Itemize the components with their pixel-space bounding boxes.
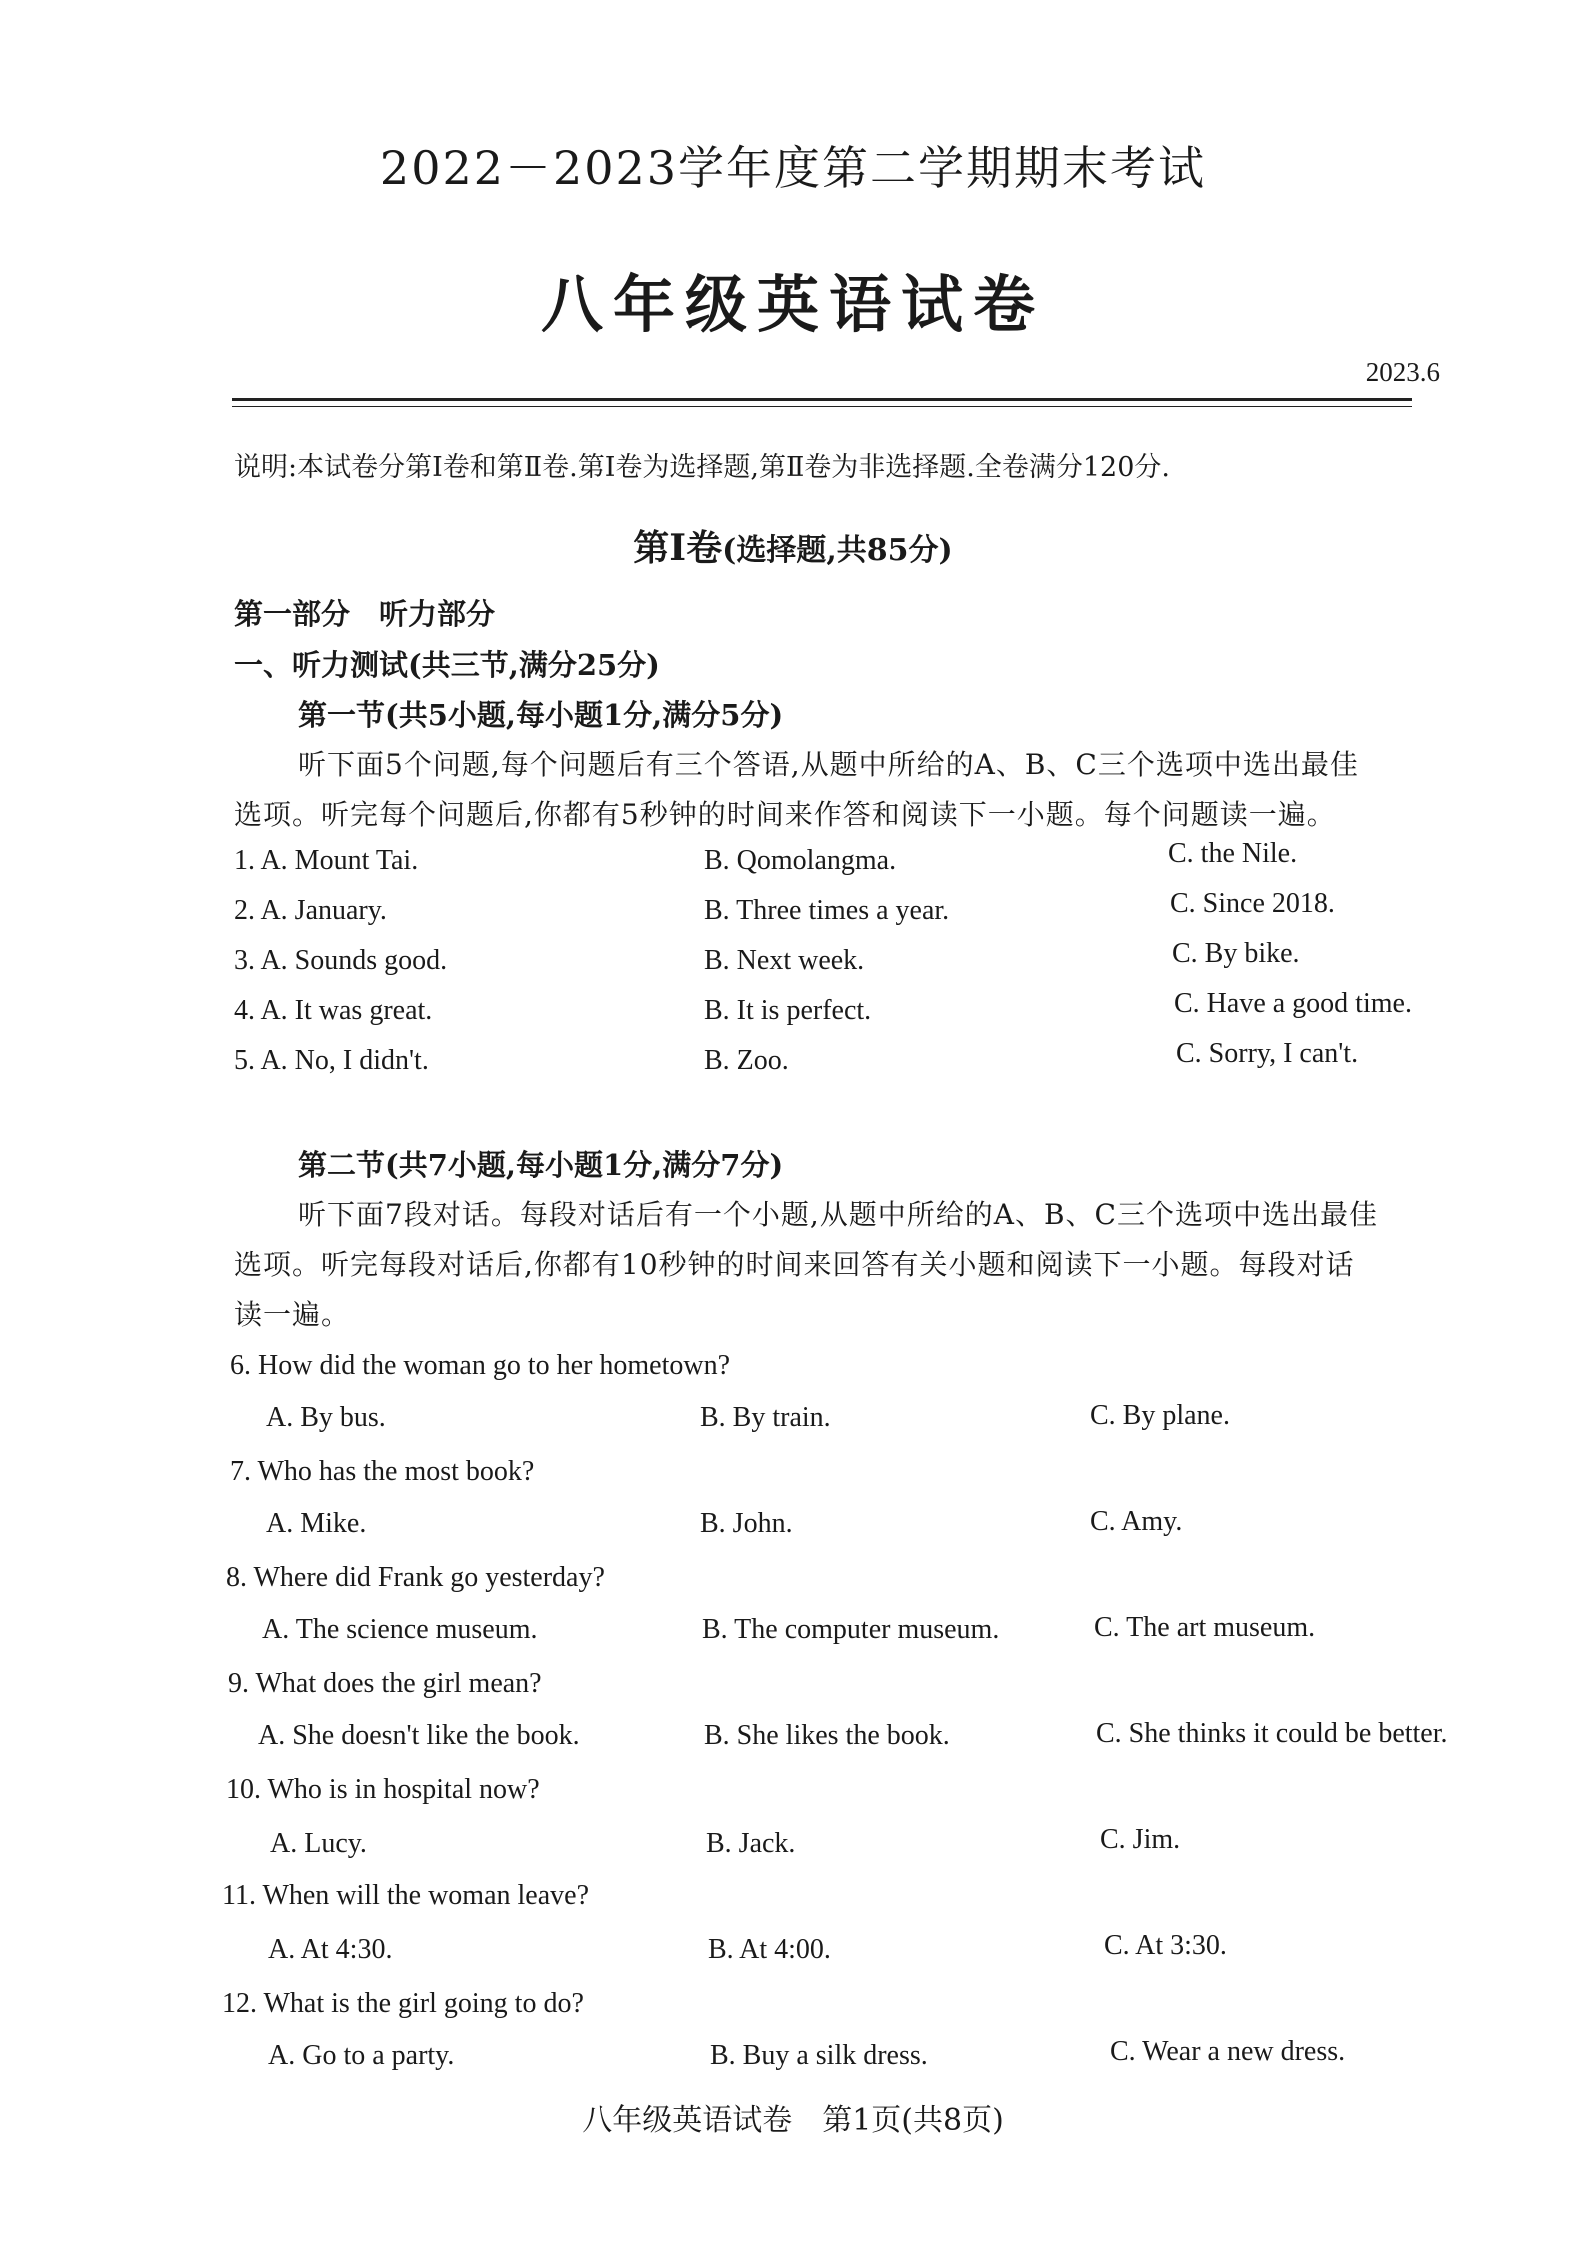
q12-stem: 12. What is the girl going to do?	[222, 1988, 584, 2019]
q7-option-a: A. Mike.	[266, 1508, 367, 1539]
q2-option-a: 2. A. January.	[234, 895, 387, 926]
q1-option-a: 1. A. Mount Tai.	[234, 845, 419, 876]
part-title: 第一部分 听力部分	[234, 597, 496, 631]
q11-option-b: B. At 4:00.	[708, 1934, 831, 1965]
q10-stem: 10. Who is in hospital now?	[226, 1774, 540, 1805]
q9-option-a: A. She doesn't like the book.	[258, 1720, 580, 1751]
q2-option-c: C. Since 2018.	[1170, 888, 1335, 919]
section1-instruction-line1: 听下面5个问题,每个问题后有三个答语,从题中所给的A、B、C三个选项中选出最佳	[298, 748, 1359, 781]
q1-option-b: B. Qomolangma.	[704, 845, 897, 876]
q7-option-c: C. Amy.	[1090, 1506, 1183, 1537]
q11-option-a: A. At 4:30.	[268, 1934, 393, 1965]
q8-option-b: B. The computer museum.	[702, 1614, 1000, 1645]
q8-stem: 8. Where did Frank go yesterday?	[226, 1562, 605, 1593]
paper-title: 八年级英语试卷	[540, 268, 1045, 341]
q6-stem: 6. How did the woman go to her hometown?	[230, 1350, 731, 1381]
q6-option-c: C. By plane.	[1090, 1400, 1230, 1431]
q12-option-b: B. Buy a silk dress.	[710, 2040, 928, 2071]
volume-title: 第Ⅰ卷	[633, 527, 723, 569]
exam-title: 2022－2023学年度第二学期期末考试	[379, 141, 1207, 195]
q3-option-a: 3. A. Sounds good.	[234, 945, 448, 976]
q4-option-c: C. Have a good time.	[1174, 988, 1412, 1019]
q10-option-a: A. Lucy.	[270, 1828, 367, 1859]
q11-stem: 11. When will the woman leave?	[222, 1880, 589, 1911]
section2-title: 第二节(共7小题,每小题1分,满分7分)	[298, 1148, 784, 1182]
header-rule-thick	[232, 398, 1412, 401]
q10-option-b: B. Jack.	[706, 1828, 796, 1859]
section1-instruction-line2: 选项。听完每个问题后,你都有5秒钟的时间来作答和阅读下一小题。每个问题读一遍。	[234, 798, 1336, 831]
q8-option-c: C. The art museum.	[1094, 1612, 1316, 1643]
q5-option-b: B. Zoo.	[704, 1045, 789, 1076]
q2-option-b: B. Three times a year.	[704, 895, 950, 926]
header-rule-thin	[232, 406, 1412, 407]
section2-instruction-line3: 读一遍。	[234, 1298, 351, 1331]
q9-option-c: C. She thinks it could be better.	[1096, 1718, 1448, 1749]
page-footer: 八年级英语试卷 第1页(共8页)	[582, 2103, 1004, 2138]
q4-option-a: 4. A. It was great.	[234, 995, 433, 1026]
section2-instruction-line1: 听下面7段对话。每段对话后有一个小题,从题中所给的A、B、C三个选项中选出最佳	[298, 1198, 1378, 1231]
q6-option-b: B. By train.	[700, 1402, 831, 1433]
exam-date: 2023.6	[1365, 357, 1440, 387]
section1-title: 第一节(共5小题,每小题1分,满分5分)	[298, 698, 784, 732]
q3-option-c: C. By bike.	[1172, 938, 1300, 969]
section2-instruction-line2: 选项。听完每段对话后,你都有10秒钟的时间来回答有关小题和阅读下一小题。每段对话	[234, 1248, 1355, 1281]
volume-heading	[0, 520, 1586, 571]
volume-subtitle: (选择题,共85分)	[722, 533, 953, 568]
q4-option-b: B. It is perfect.	[704, 995, 872, 1026]
q5-option-c: C. Sorry, I can't.	[1176, 1038, 1359, 1069]
q9-option-b: B. She likes the book.	[704, 1720, 950, 1751]
q9-stem: 9. What does the girl mean?	[228, 1668, 542, 1699]
q10-option-c: C. Jim.	[1100, 1824, 1181, 1855]
q1-option-c: C. the Nile.	[1168, 838, 1298, 869]
listening-title: 一、听力测试(共三节,满分25分)	[234, 648, 660, 682]
q11-option-c: C. At 3:30.	[1104, 1930, 1227, 1961]
q12-option-c: C. Wear a new dress.	[1110, 2036, 1346, 2067]
q7-option-b: B. John.	[700, 1508, 793, 1539]
q3-option-b: B. Next week.	[704, 945, 865, 976]
q8-option-a: A. The science museum.	[262, 1614, 538, 1645]
q6-option-a: A. By bus.	[266, 1402, 386, 1433]
q5-option-a: 5. A. No, I didn't.	[234, 1045, 429, 1076]
q7-stem: 7. Who has the most book?	[230, 1456, 535, 1487]
exam-note: 说明:本试卷分第Ⅰ卷和第Ⅱ卷.第Ⅰ卷为选择题,第Ⅱ卷为非选择题.全卷满分120分.	[234, 452, 1170, 483]
q12-option-a: A. Go to a party.	[268, 2040, 455, 2071]
